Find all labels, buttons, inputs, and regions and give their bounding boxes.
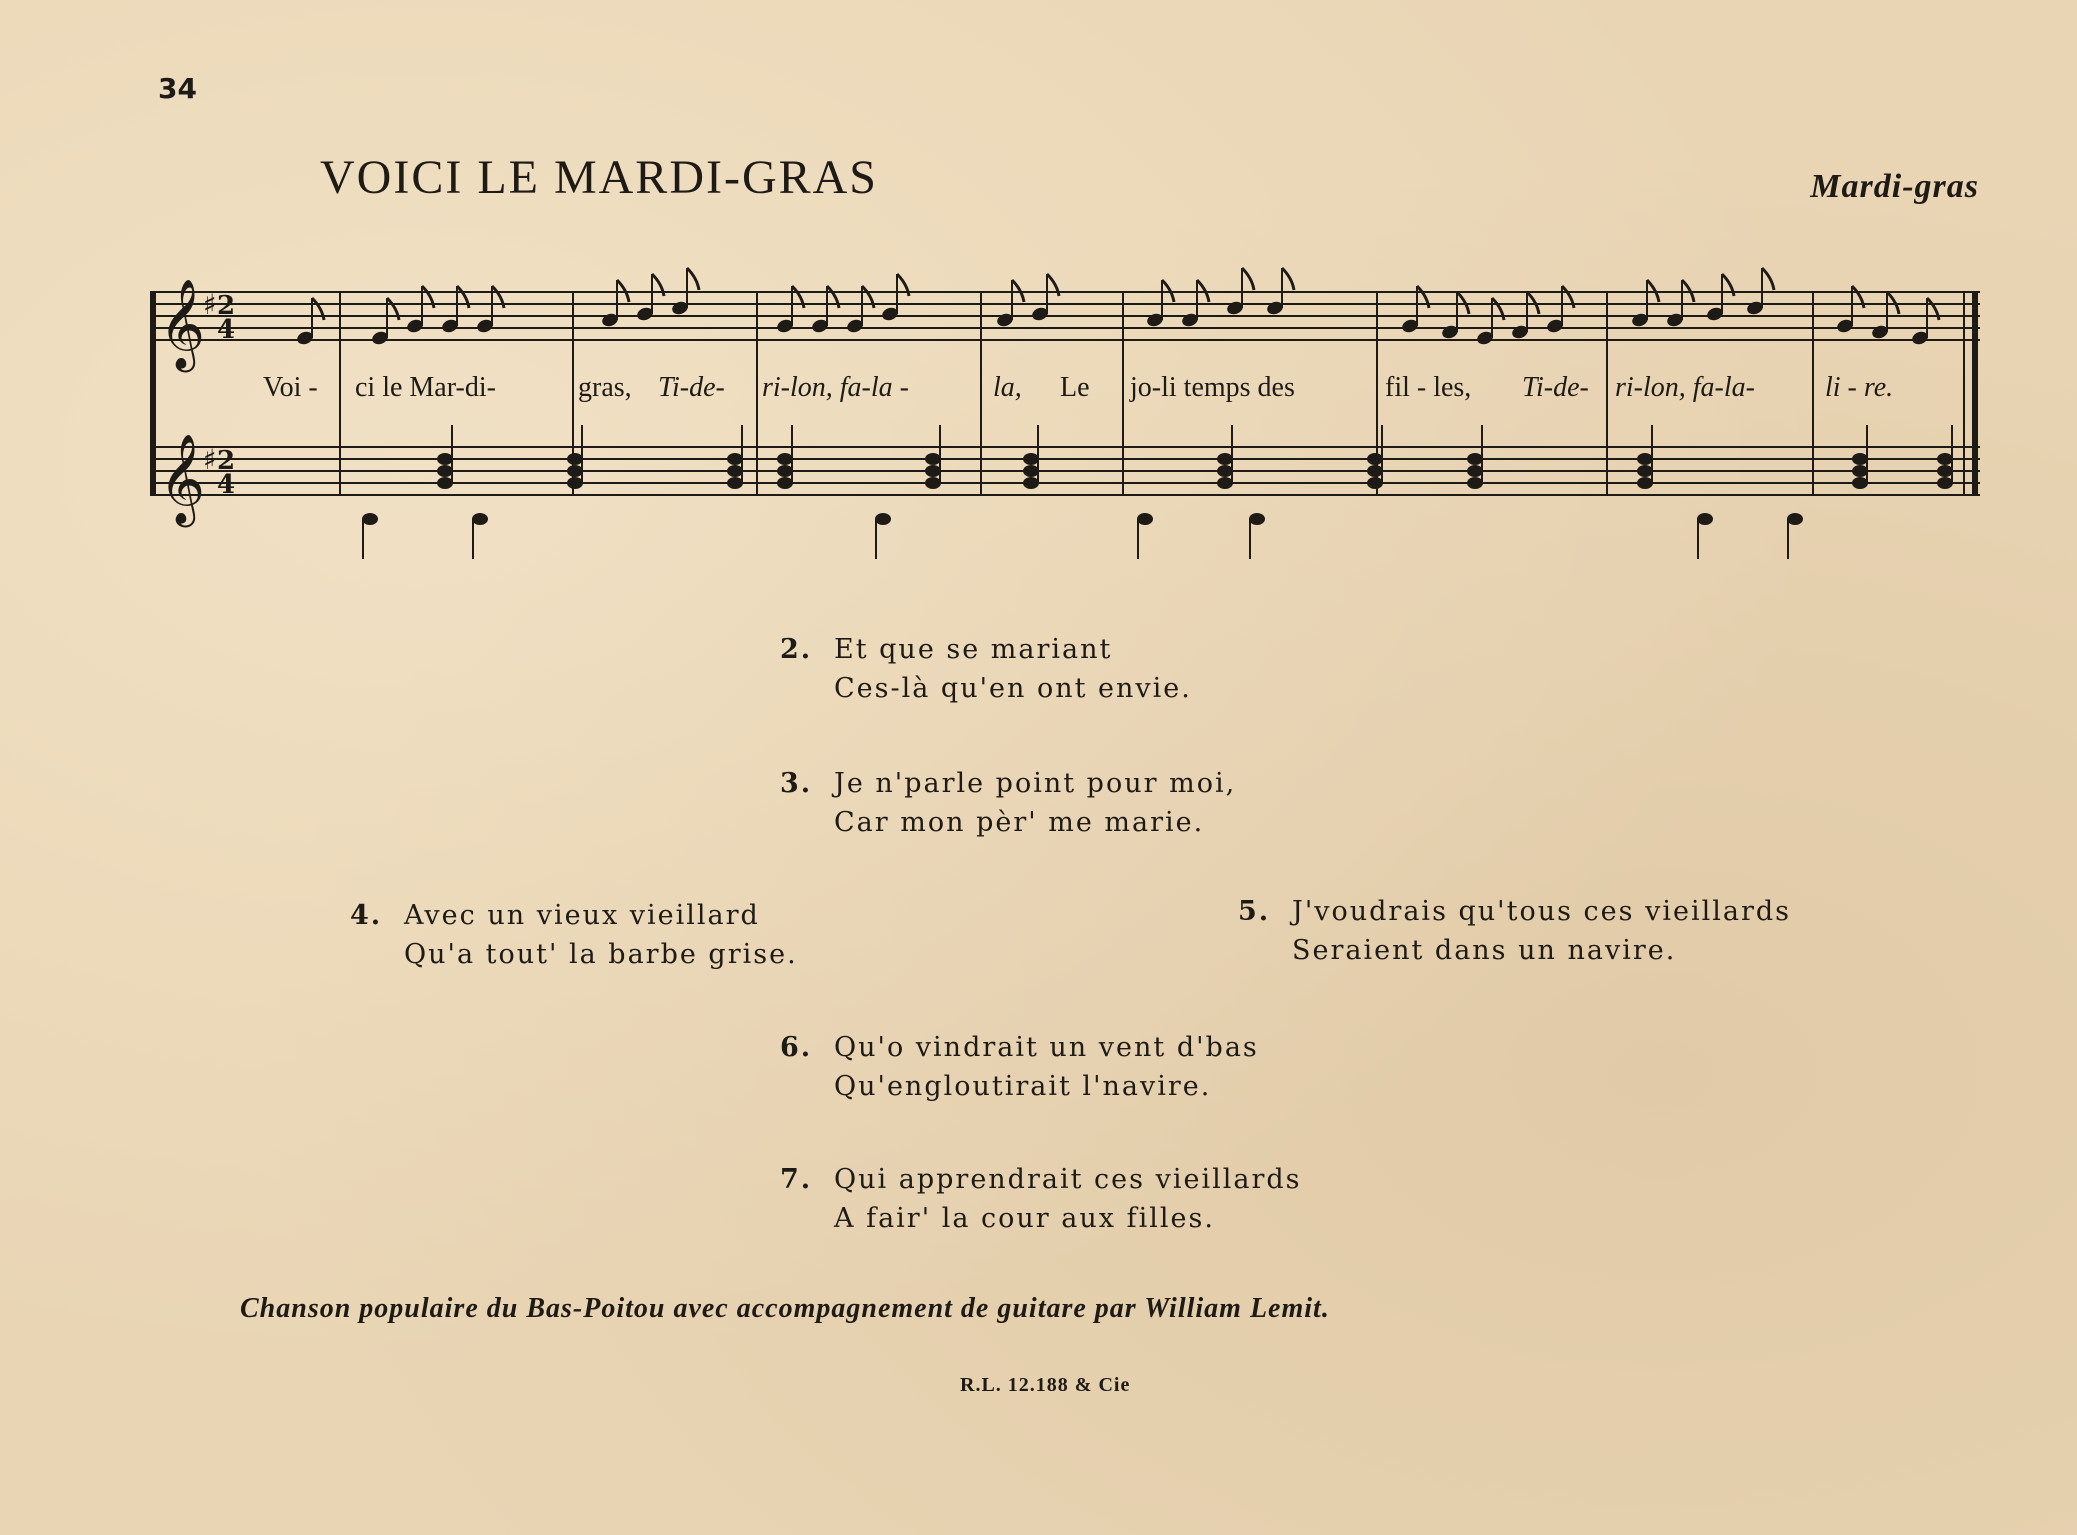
chord-note <box>1937 465 1953 477</box>
stanza-line: Seraient dans un navire. <box>1292 935 1677 966</box>
bass-note <box>1137 513 1153 525</box>
chord-note <box>567 465 583 477</box>
chord-note <box>727 477 743 489</box>
chord-note <box>777 465 793 477</box>
chord-note <box>1852 465 1868 477</box>
lyrics-row <box>263 372 1893 403</box>
chord-note <box>1637 453 1653 465</box>
chord-note <box>1367 465 1383 477</box>
bass-note <box>1787 513 1803 525</box>
lyric-syllable: li - re. <box>1825 372 1894 403</box>
chord-note <box>1367 477 1383 489</box>
chord-note <box>1467 465 1483 477</box>
stanza-line: Qu'a tout' la barbe grise. <box>404 939 798 970</box>
stanza-line: J'voudrais qu'tous ces vieillards <box>1292 896 1791 927</box>
catalog-number: R.L. 12.188 & Cie <box>960 1374 1131 1396</box>
note-flag <box>1242 268 1254 290</box>
notes <box>295 268 1953 559</box>
time-signature-top: 2 <box>217 446 236 476</box>
stanza-2 <box>780 630 1192 708</box>
lyric-syllable: la, <box>993 372 1022 403</box>
system-bracket <box>150 292 156 495</box>
stanza-line: Qui apprendrait ces vieillards <box>834 1164 1302 1195</box>
treble-clef: 𝄞 <box>159 434 206 524</box>
lyric-syllable: fil - les, <box>1385 372 1472 403</box>
note-flag <box>1762 268 1774 290</box>
chord-note <box>1023 477 1039 489</box>
chord-note <box>925 465 941 477</box>
chord-note <box>437 477 453 489</box>
time-signature-bottom: 4 <box>217 470 236 500</box>
chord-note <box>777 453 793 465</box>
stanza-number: 2. <box>780 634 813 665</box>
chord-note <box>1217 453 1233 465</box>
stanza-3 <box>780 764 1236 842</box>
lyric-syllable: jo-li temps des <box>1130 372 1295 403</box>
chord-note <box>1852 477 1868 489</box>
chord-note <box>437 465 453 477</box>
stanza-number: 7. <box>780 1164 813 1195</box>
stanza-line: A fair' la cour aux filles. <box>834 1203 1215 1234</box>
lyric-syllable: ri-lon, fa-la- <box>1615 372 1755 403</box>
chord-note <box>727 465 743 477</box>
lyric-syllable: gras, <box>578 372 632 403</box>
time-signature-top: 2 <box>217 291 236 321</box>
bass-note <box>362 513 378 525</box>
key-signature: ♯ <box>203 443 217 476</box>
stanza-number: 6. <box>780 1032 813 1063</box>
stanza-number: 4. <box>350 900 383 931</box>
chord-note <box>1937 477 1953 489</box>
song-title: VOICI LE MARDI-GRAS <box>320 151 878 204</box>
stanza-line: Ces-là qu'en ont envie. <box>834 673 1192 704</box>
stanza-line: Qu'engloutirait l'navire. <box>834 1071 1212 1102</box>
lyric-syllable: Voi - <box>263 372 318 403</box>
credit-line: Chanson populaire du Bas-Poitou avec accompagnement de guitare par William Lemit. <box>240 1293 1330 1324</box>
stanza-line: Et que se mariant <box>834 634 1113 665</box>
stanza-5 <box>1238 892 1791 970</box>
page-number: 34 <box>158 72 197 105</box>
chord-note <box>1217 477 1233 489</box>
chord-note <box>925 453 941 465</box>
chord-note <box>567 453 583 465</box>
note-flag <box>687 268 699 290</box>
chord-note <box>437 453 453 465</box>
stanza-number: 3. <box>780 768 813 799</box>
stanza-6 <box>780 1028 1259 1106</box>
chord-note <box>727 453 743 465</box>
chord-note <box>1467 453 1483 465</box>
stanza-7 <box>780 1160 1302 1238</box>
lyric-syllable: ci le Mar-di- <box>355 372 496 403</box>
chord-note <box>1852 453 1868 465</box>
stanza-line: Qu'o vindrait un vent d'bas <box>834 1032 1259 1063</box>
lyric-syllable: ri-lon, fa-la - <box>762 372 909 403</box>
chord-note <box>1217 465 1233 477</box>
chord-note <box>1023 465 1039 477</box>
time-signature-bottom: 4 <box>217 315 236 345</box>
chord-note <box>1023 453 1039 465</box>
lyric-syllable: Le <box>1060 372 1090 403</box>
chord-note <box>1637 477 1653 489</box>
clefs <box>159 279 235 528</box>
bass-note <box>875 513 891 525</box>
chord-note <box>1937 453 1953 465</box>
note-flag <box>1282 268 1294 290</box>
chord-note <box>1637 465 1653 477</box>
treble-clef: 𝄞 <box>159 279 206 369</box>
bass-note <box>1249 513 1265 525</box>
bass-note <box>472 513 488 525</box>
stanza-number: 5. <box>1238 896 1271 927</box>
lyric-syllable: Ti-de- <box>1522 372 1589 403</box>
chord-note <box>925 477 941 489</box>
chord-note <box>1467 477 1483 489</box>
chord-note <box>777 477 793 489</box>
stanza-4 <box>350 896 798 974</box>
bass-note <box>1697 513 1713 525</box>
music-score <box>145 252 1985 582</box>
stanza-line: Je n'parle point pour moi, <box>834 768 1237 799</box>
chord-note <box>567 477 583 489</box>
final-barline <box>1972 292 1978 495</box>
key-signature: ♯ <box>203 288 217 321</box>
stanza-line: Avec un vieux vieillard <box>404 900 760 931</box>
stanza-line: Car mon pèr' me marie. <box>834 807 1205 838</box>
tune-name: Mardi-gras <box>1810 168 1979 205</box>
chord-note <box>1367 453 1383 465</box>
lyric-syllable: Ti-de- <box>658 372 725 403</box>
